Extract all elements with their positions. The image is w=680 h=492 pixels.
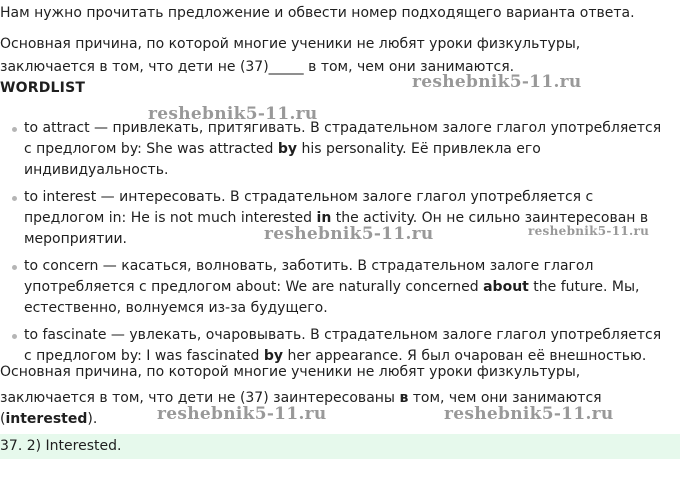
final-answer-bar: 37. 2) Interested. <box>0 434 680 459</box>
item-line: to fascinate — увлекать, очаровывать. В страдательном залоге глагол употребляется <box>24 327 662 343</box>
task-sentence-line-2: заключается в том, что дети не (37)_____ в том, чем они занимаются. <box>0 59 515 75</box>
item-line: предлогом in: He is not much interested in the activity. Он не сильно заинтересован в <box>24 210 649 226</box>
watermark: reshebnik5-11.ru <box>412 72 582 92</box>
task-sentence-line-1: Основная причина, по которой многие ученики не любят уроки физкультуры, <box>0 36 581 52</box>
answer-line-2: заключается в том, что дети не (37) заинтересованы в том, чем они занимаются <box>0 390 602 406</box>
watermark: reshebnik5-11.ru <box>264 224 434 244</box>
task-instruction: Нам нужно прочитать предложение и обвести номер подходящего варианта ответа. <box>0 5 635 21</box>
item-line: to attract — привлекать, притягивать. В страдательном залоге глагол употребляется <box>24 120 662 136</box>
answer-word: interested <box>5 411 88 427</box>
item-line: с предлогом by: She was attracted by his personality. Её привлекла его <box>24 141 541 157</box>
item-line: to concern — касаться, волновать, заботить. В страдательном залоге глагол <box>24 258 594 274</box>
item-line: to interest — интересовать. В страдательном залоге глагол употребляется с <box>24 189 594 205</box>
watermark: reshebnik5-11.ru <box>148 104 318 124</box>
item-line: мероприятии. <box>24 231 127 247</box>
watermark: reshebnik5-11.ru <box>444 404 614 424</box>
watermark: reshebnik5-11.ru <box>157 404 327 424</box>
preposition-highlight: about <box>483 279 529 295</box>
wordlist-item-fascinate <box>0 325 680 367</box>
answer-line-3: (interested). <box>0 411 98 427</box>
answer-preposition: в <box>399 390 409 406</box>
preposition-highlight: in <box>316 210 332 226</box>
item-line: естественно, волнуемся из-за будущего. <box>24 300 328 316</box>
wordlist-heading: WORDLIST <box>0 80 86 96</box>
wordlist-item-attract <box>0 118 680 181</box>
item-line: употребляется с предлогом about: We are naturally concerned about the future. Мы, <box>24 279 640 295</box>
item-line: с предлогом by: I was fascinated by her appearance. Я был очарован её внешностью. <box>24 348 647 364</box>
answer-line-1: Основная причина, по которой многие ученики не любят уроки физкультуры, <box>0 364 581 380</box>
wordlist-item-concern <box>0 256 680 319</box>
item-line: индивидуальность. <box>24 162 169 178</box>
preposition-highlight: by <box>263 348 284 364</box>
wordlist <box>0 118 680 373</box>
watermark: reshebnik5-11.ru <box>528 224 650 238</box>
preposition-highlight: by <box>277 141 298 157</box>
